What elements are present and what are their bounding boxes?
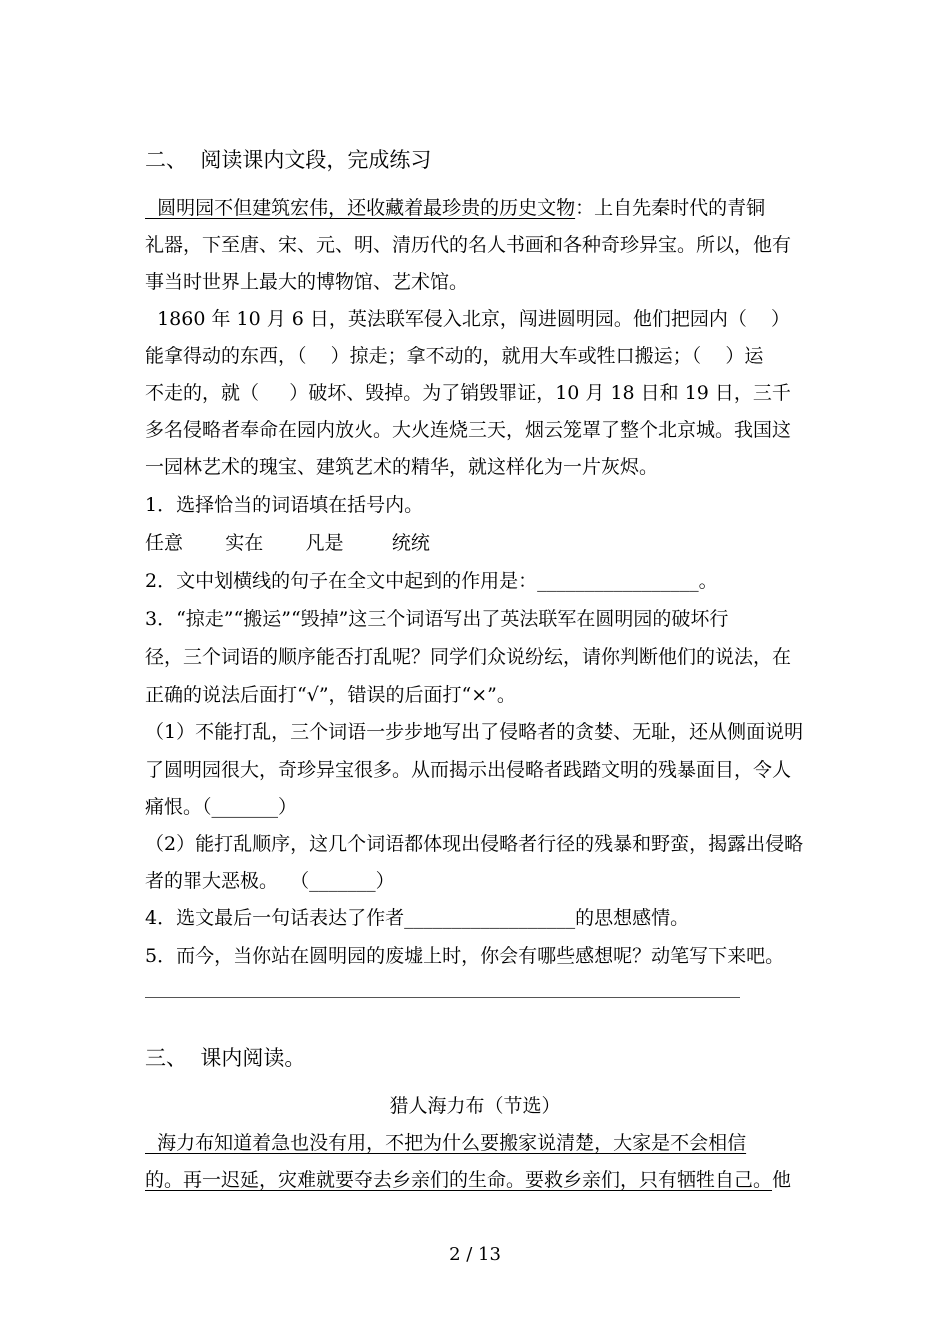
word-choices: 任意 实在 凡是 统统 xyxy=(145,532,430,554)
question-3: 3．“掠走”“搬运”“毁掉”这三个词语写出了英法联军在圆明园的破坏行 xyxy=(145,608,729,630)
question-3-line: 径，三个词语的顺序能否打乱呢？同学们众说纷纭，请你判断他们的说法，在 xyxy=(145,646,792,668)
question-5: 5．而今，当你站在圆明园的废墟上时，你会有哪些感想呢？动笔写下来吧。 xyxy=(145,945,785,967)
passage-line: 不走的，就（ ）破坏、毁掉。为了销毁罪证，10 月 18 日和 19 日，三千 xyxy=(145,382,791,404)
story-title: 猎人海力布（节选） xyxy=(389,1095,561,1117)
answer-line[interactable] xyxy=(145,997,740,998)
question-3-option-1: （1）不能打乱，三个词语一步步地写出了侵略者的贪婪、无耻，还从侧面说明 xyxy=(145,721,804,743)
page-number: 2 / 13 xyxy=(449,1244,501,1265)
question-2[interactable]: 2．文中划横线的句子在全文中起到的作用是：_________________。 xyxy=(145,570,718,592)
story-line: 海力布知道着急也没有用，不把为什么要搬家说清楚，大家是不会相信 xyxy=(145,1132,747,1154)
section-2-heading: 二、 阅读课内文段，完成练习 xyxy=(145,148,432,172)
passage-line: 礼器，下至唐、宋、元、明、清历代的名人书画和各种奇珍异宝。所以，他有 xyxy=(145,234,792,256)
passage-line-rest: ：上自先秦时代的青铜 xyxy=(575,197,766,219)
question-3-option-1-answer[interactable]: 痛恨。（_______） xyxy=(145,796,298,818)
section-3-heading: 三、 课内阅读。 xyxy=(145,1046,306,1070)
story-line-rest: 他 xyxy=(772,1169,792,1191)
story-line-underlined: 的。再一迟延，灾难就要夺去乡亲们的生命。要救乡亲们，只有牺牲自己。 xyxy=(145,1169,773,1191)
passage-line: 1860 年 10 月 6 日，英法联军侵入北京，闯进圆明园。他们把园内（ ） xyxy=(145,308,791,330)
passage-line: 多名侵略者奉命在园内放火。大火连烧三天，烟云笼罩了整个北京城。我国这 xyxy=(145,419,792,441)
passage-line: 能拿得动的东西，（ ）掠走；拿不动的，就用大车或牲口搬运；（ ）运 xyxy=(145,345,764,367)
question-3-line: 正确的说法后面打“√”，错误的后面打“×”。 xyxy=(145,684,516,706)
passage-line: 事当时世界上最大的博物馆、艺术馆。 xyxy=(145,271,469,293)
question-1: 1．选择恰当的词语填在括号内。 xyxy=(145,494,424,516)
question-3-option-1-line: 了圆明园很大，奇珍异宝很多。从而揭示出侵略者践踏文明的残暴面目，令人 xyxy=(145,759,792,781)
question-4[interactable]: 4．选文最后一句话表达了作者__________________的思想感情。 xyxy=(145,907,690,929)
question-3-option-2: （2）能打乱顺序，这几个词语都体现出侵略者行径的残暴和野蛮，揭露出侵略 xyxy=(145,833,804,855)
passage-line: 一园林艺术的瑰宝、建筑艺术的精华，就这样化为一片灰烬。 xyxy=(145,456,659,478)
underlined-sentence: 圆明园不但建筑宏伟，还收藏着最珍贵的历史文物 xyxy=(145,197,576,219)
question-3-option-2-answer[interactable]: 者的罪大恶极。 （_______） xyxy=(145,870,395,892)
